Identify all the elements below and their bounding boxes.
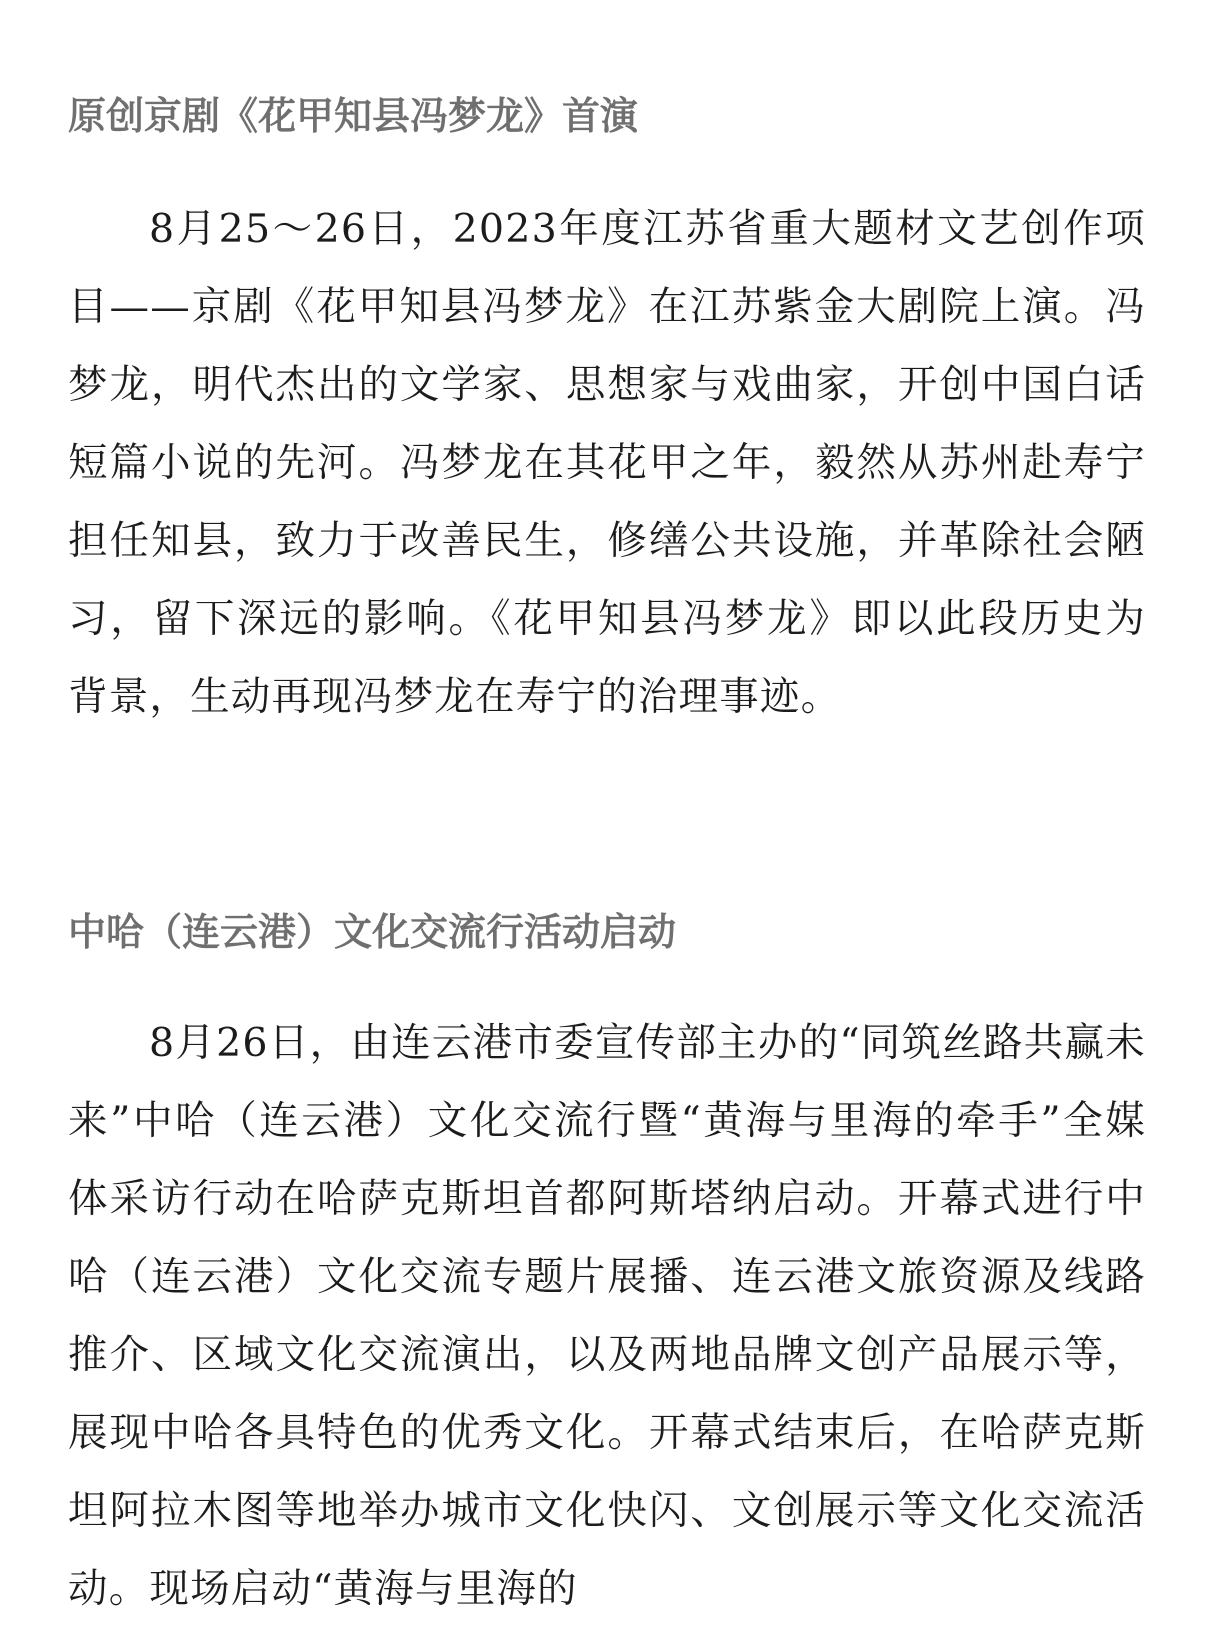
news-heading: 中哈（连云港）文化交流行活动启动: [68, 910, 677, 954]
news-item-cultural-exchange: [68, 902, 1146, 1628]
news-body: 8月26日，由连云港市委宣传部主办的“同筑丝路共赢未来”中哈（连云港）文化交流行暨“黄海与里海的牵手”全媒体采访行动在哈萨克斯坦首都阿斯塔纳启动。开幕式进行中哈（连云港）文化交流专题片展播、连云港文旅资源及线路推介、区域文化交流演出，以及两地品牌文创产品展示等，展现中哈各具特色的优秀文化。开幕式结束后，在哈萨克斯坦阿拉木图等地举办城市文化快闪、文创展示等文化交流活动。现场启动“黄海与里海的: [68, 1020, 1146, 1612]
news-heading: 原创京剧《花甲知县冯梦龙》首演: [68, 94, 639, 138]
news-item-peking-opera: [68, 86, 1146, 736]
document-page: [68, 0, 1146, 1642]
news-body: 8月25～26日，2023年度江苏省重大题材文艺创作项目——京剧《花甲知县冯梦龙》在江苏紫金大剧院上演。冯梦龙，明代杰出的文学家、思想家与戏曲家，开创中国白话短篇小说的先河。冯梦龙在其花甲之年，毅然从苏州赴寿宁担任知县，致力于改善民生，修缮公共设施，并革除社会陋习，留下深远的影响。《花甲知县冯梦龙》即以此段历史为背景，生动再现冯梦龙在寿宁的治理事迹。: [68, 206, 1146, 720]
